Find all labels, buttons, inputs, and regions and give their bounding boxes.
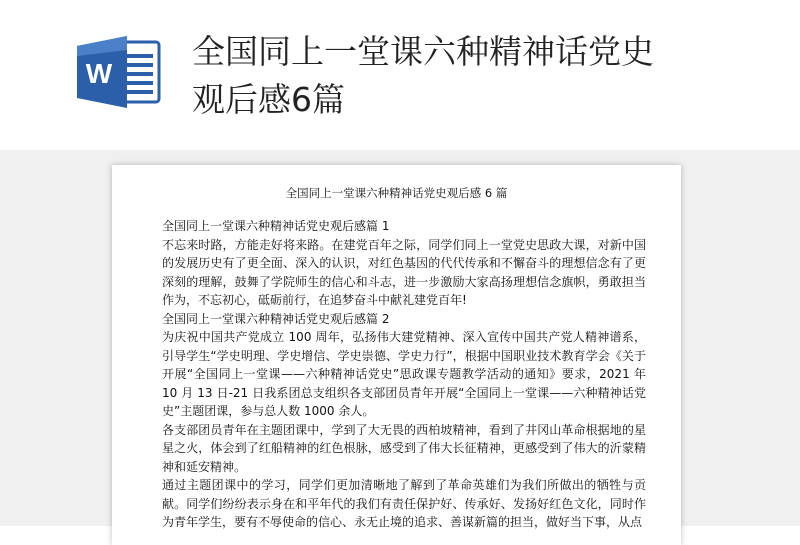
word-icon-letter: W bbox=[85, 58, 113, 89]
paragraph: 通过主题团课中的学习，同学们更加清晰地了解到了革命英雄们为我们所做出的牺牲与贡献。同学们纷纷表示身在和平年代的我们有责任保护好、传承好、发扬好红色文化，同时作为青年学生，要有不辱使命的信心、永无止境的追求、善谋新篇的担当，做好当下事，从点 bbox=[162, 478, 646, 529]
page-title bbox=[192, 28, 772, 124]
paragraph: 为庆祝中国共产党成立 100 周年，弘扬伟大建党精神、深入宣传中国共产党人精神谱系，引导学生“学史明理、学史增信、学史崇德、学史力行”，根据中国职业技术教育学会《关于开展“全国同上一堂课——六种精神话党史”思政课专题教学活动的通知》要求，2021 年 10 月 13 日-21 日我系团总支组织各支部团员青年开展“全国同上一堂课——六种精神话党史”主题团课，参与总人数 1000 余人。 bbox=[162, 330, 646, 418]
header bbox=[0, 0, 800, 150]
document-page[interactable] bbox=[112, 165, 681, 545]
title-line-1: 全国同上一堂课六种精神话党史 bbox=[192, 32, 654, 71]
word-doc-icon bbox=[75, 30, 165, 110]
document-title: 全国同上一堂课六种精神话党史观后感 6 篇 bbox=[285, 186, 508, 200]
document-body bbox=[162, 217, 646, 532]
paragraph: 各支部团员青年在主题团课中，学到了大无畏的西柏坡精神，看到了井冈山革命根据地的星星之火，体会到了红船精神的红色根脉，感受到了伟大长征精神，更感受到了伟大的沂蒙精神和延安精神。 bbox=[162, 422, 646, 474]
section-heading-2: 全国同上一堂课六种精神话党史观后感篇 2 bbox=[162, 311, 390, 326]
section-heading-1: 全国同上一堂课六种精神话党史观后感篇 1 bbox=[162, 219, 390, 233]
paragraph: 不忘来时路，方能走好将来路。在建党百年之际，同学们同上一堂党史思政大课，对新中国的发展历史有了更全面、深入的认识，对红色基因的代代传承和不懈奋斗的理想信念有了更深刻的理解，鼓舞了学院师生的信心和斗志，进一步激励大家高扬理想信念旗帜，勇敢担当作为，不忘初心，砥砺前行，在追梦奋斗中献礼建党百年! bbox=[162, 237, 646, 307]
title-line-2: 观后感6篇 bbox=[192, 80, 345, 119]
